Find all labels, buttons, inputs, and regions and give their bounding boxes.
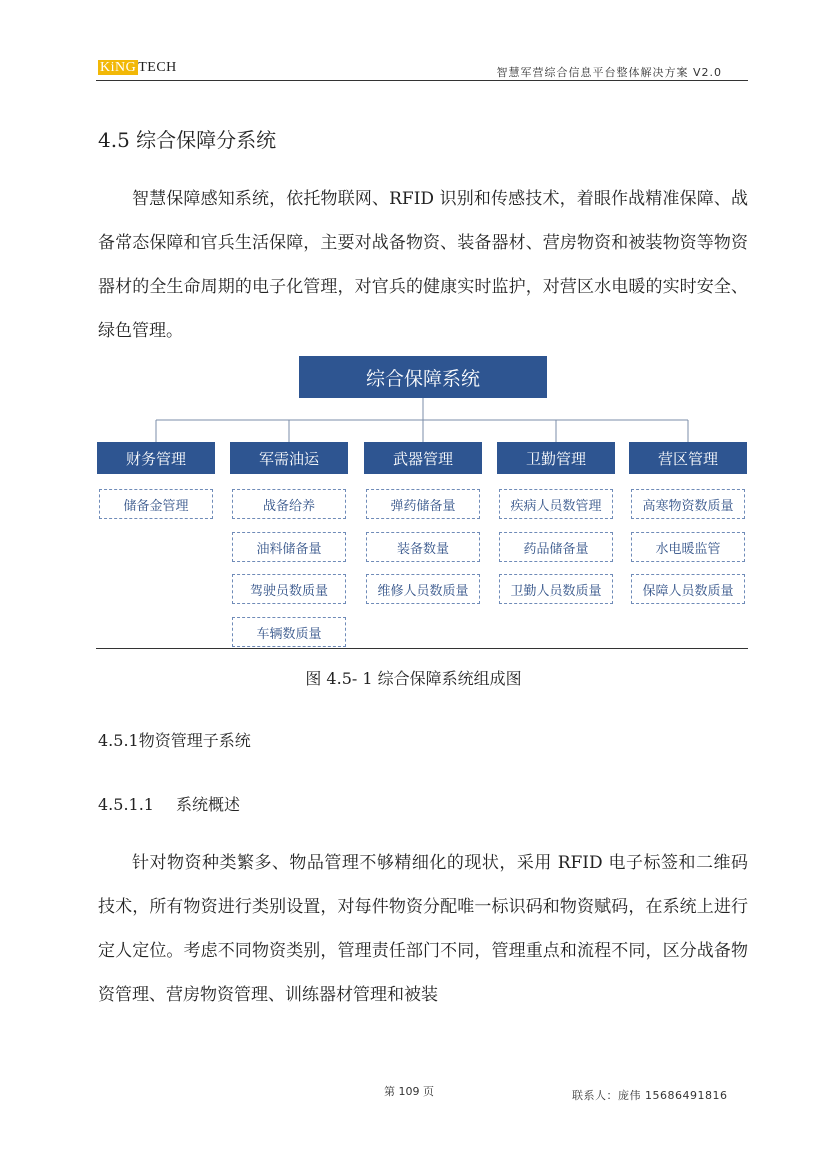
leaf-cold-supplies: 高寒物资数质量 [631,489,745,519]
contact-info: 联系人：庞伟 15686491816 [572,1089,728,1102]
category-barracks: 营区管理 [629,442,747,474]
document-header-title: 智慧军营综合信息平台整体解决方案 V2.0 [496,66,722,79]
system-composition-diagram [96,356,748,652]
subsubsection-number: 4.5.1.1 [98,795,154,814]
figure-caption: 图 4.5- 1 综合保障系统组成图 [305,669,522,688]
company-logo [98,60,177,76]
leaf-reserve-fund: 储备金管理 [99,489,213,519]
intro-paragraph [98,177,748,353]
leaf-sick-personnel: 疾病人员数管理 [499,489,613,519]
intro-paragraph-text: 智慧保障感知系统，依托物联网、RFID 识别和传感技术，着眼作战精准保障、战备常态保障和官兵生活保障，主要对战备物资、装备器材、营房物资和被装物资等物资器材的全生命周期的电子化管理，对官兵的健康实时监护，对营区水电暖的实时安全、绿色管理。 [98,189,748,341]
page-number: 第 109 页 [384,1085,434,1098]
leaf-vehicle-count: 车辆数质量 [232,617,346,647]
category-medical: 卫勤管理 [497,442,615,474]
figure-bottom-rule [96,648,748,649]
category-quartermaster: 军需油运 [230,442,348,474]
leaf-equipment-count: 装备数量 [366,532,480,562]
subsubsection-title: 系统概述 [175,795,240,814]
diagram-root-node: 综合保障系统 [299,356,547,398]
header-divider [96,80,748,81]
leaf-medicine-reserve: 药品储备量 [499,532,613,562]
leaf-support-staff: 保障人员数质量 [631,574,745,604]
category-finance: 财务管理 [97,442,215,474]
leaf-utilities-monitoring: 水电暖监管 [631,532,745,562]
subsubsection-heading [98,792,240,815]
leaf-driver-count: 驾驶员数质量 [232,574,346,604]
section-title: 4.5 综合保障分系统 [98,128,277,152]
leaf-ammo-reserve: 弹药储备量 [366,489,480,519]
leaf-fuel-reserve: 油料储备量 [232,532,346,562]
leaf-combat-rations: 战备给养 [232,489,346,519]
body-paragraph [98,841,748,1017]
logo-part-tech: TECH [138,60,177,75]
logo-part-king: KiNG [100,60,137,75]
category-weapons: 武器管理 [364,442,482,474]
leaf-medical-staff: 卫勤人员数质量 [499,574,613,604]
subsection-title: 4.5.1物资管理子系统 [98,731,251,750]
body-paragraph-text: 针对物资种类繁多、物品管理不够精细化的现状，采用 RFID 电子标签和二维码技术，所有物资进行类别设置，对每件物资分配唯一标识码和物资赋码，在系统上进行定人定位。考虑不同物资类别，管理责任部门不同，管理重点和流程不同，区分战备物资管理、营房物资管理、训练器材管理和被装 [98,853,748,1005]
leaf-maintenance-staff: 维修人员数质量 [366,574,480,604]
